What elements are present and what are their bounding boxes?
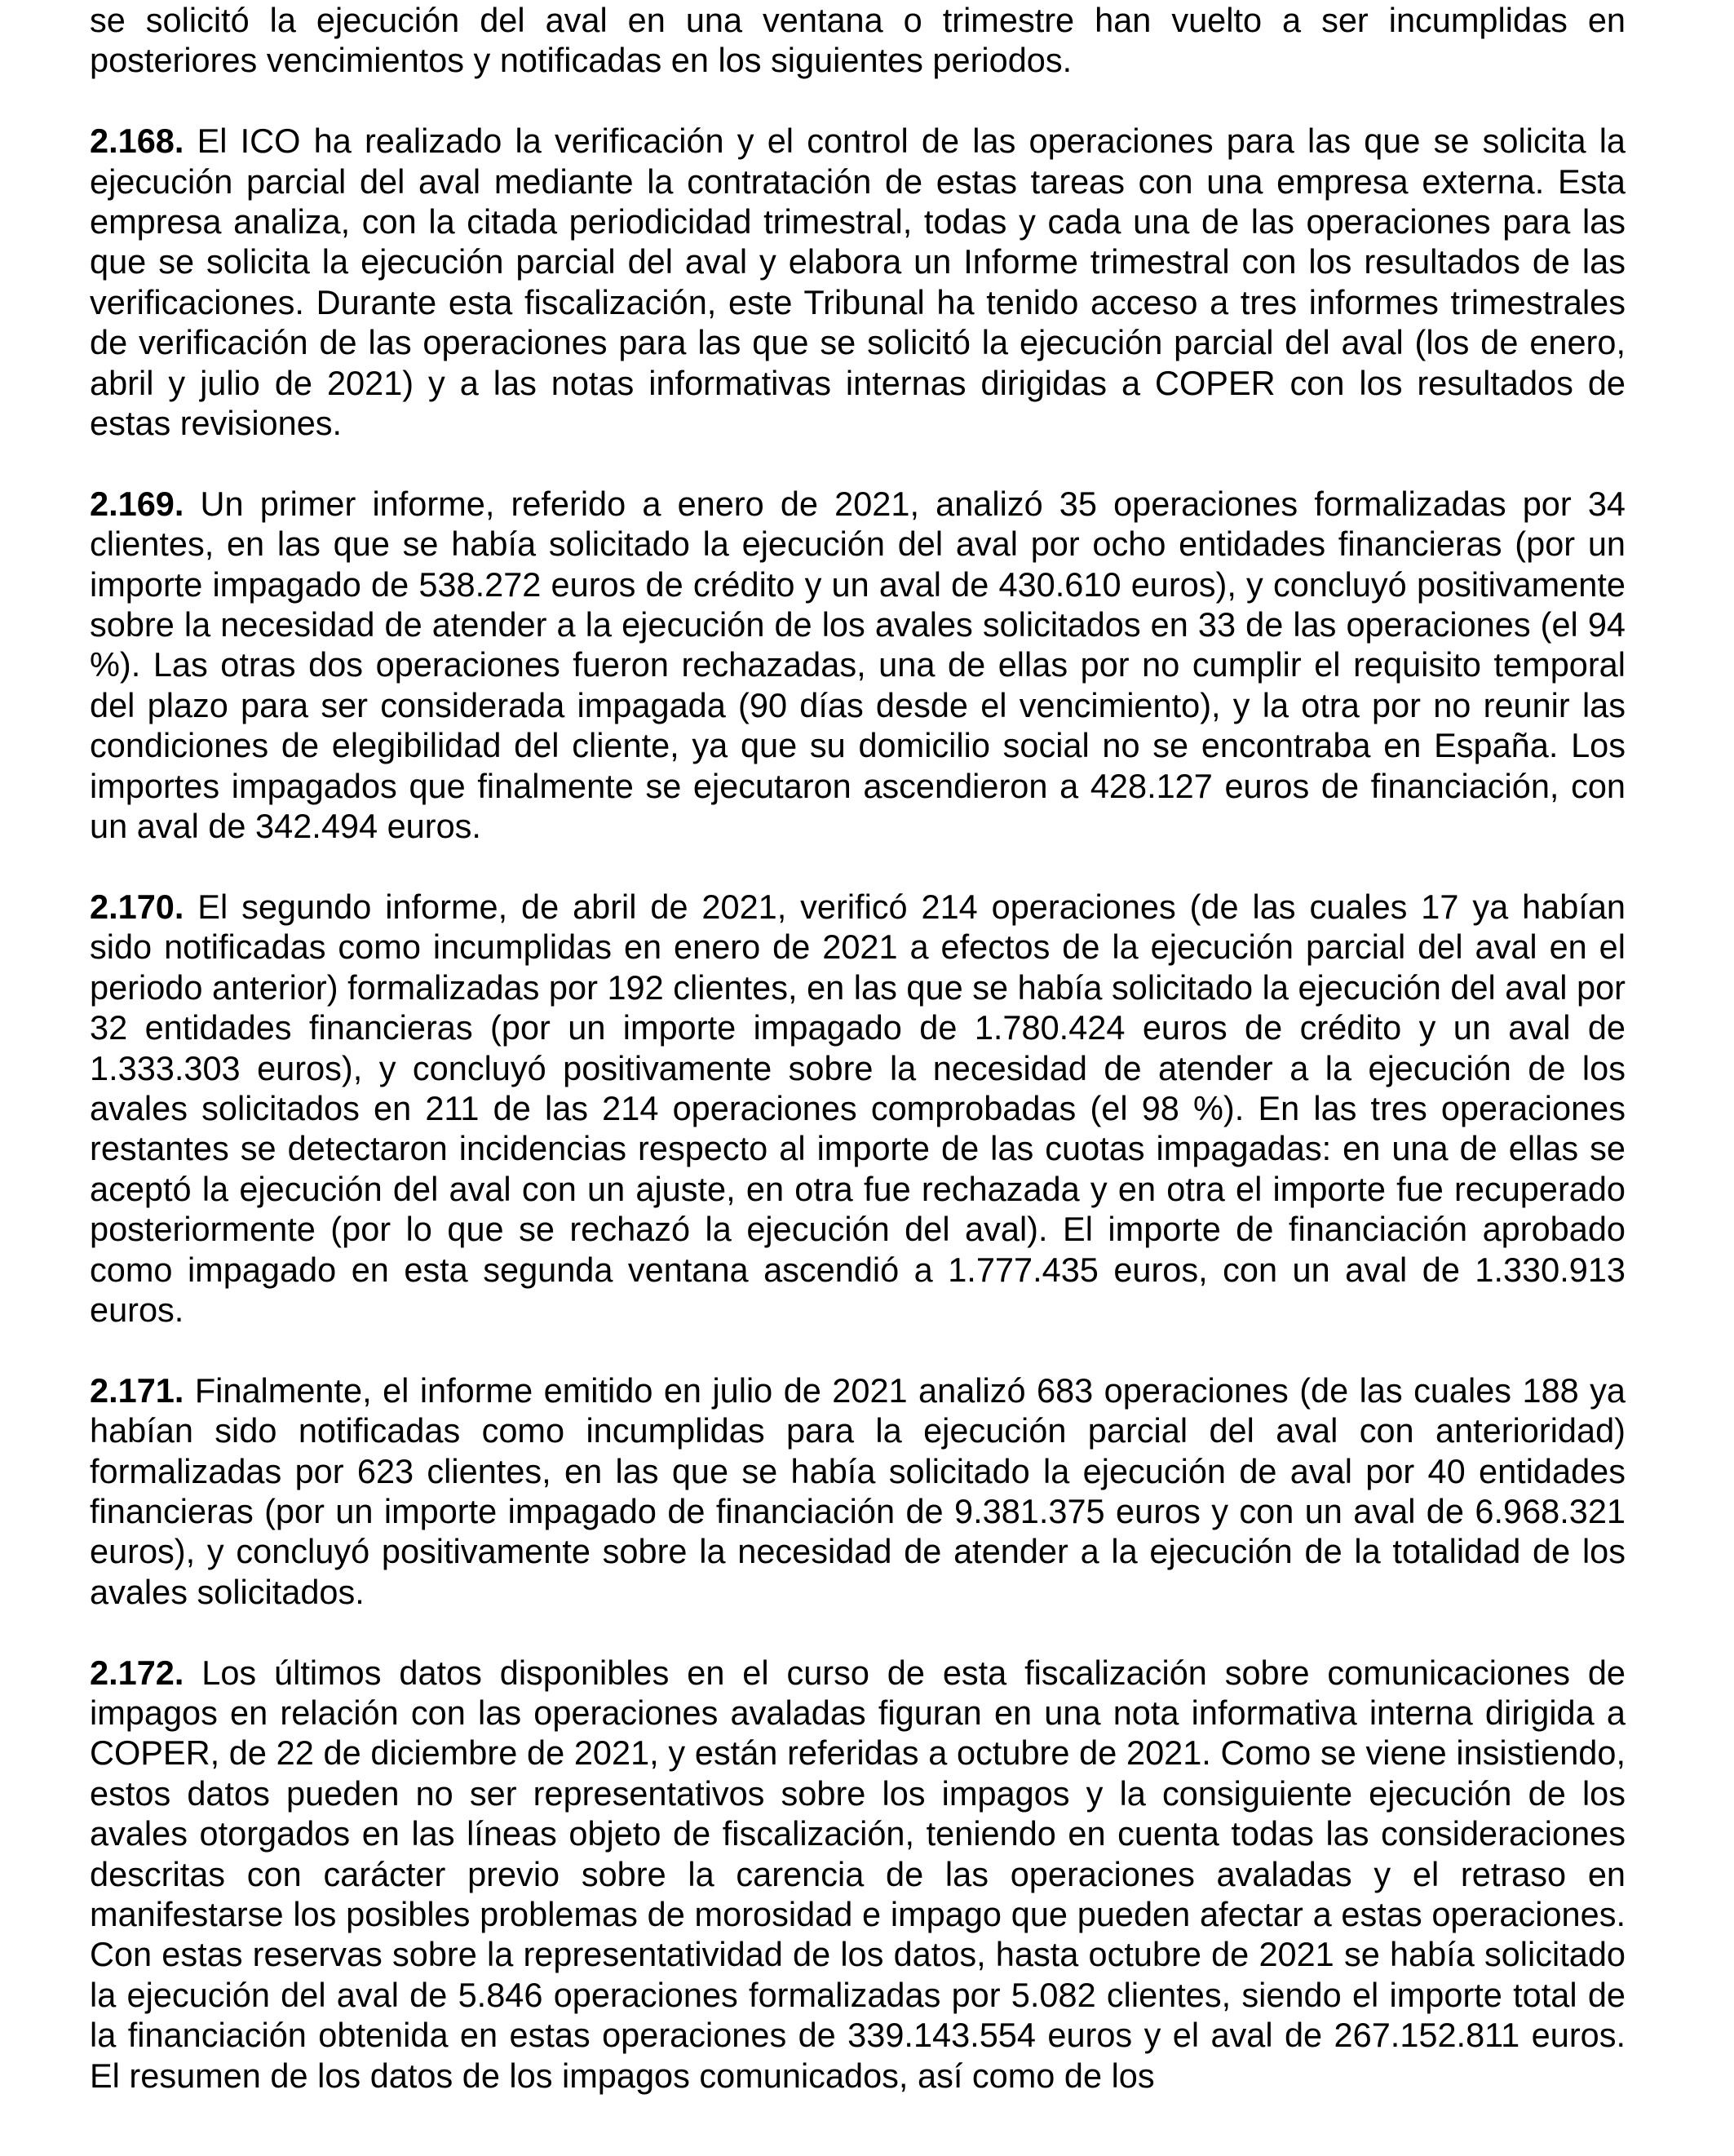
paragraph-text: El ICO ha realizado la verificación y el control de las operaciones para las que se solicita la ejecución parcial del aval mediante la contratación de estas tareas con una empresa externa. Esta empresa analiza, con la citada periodicidad trimestral, todas y cada una de las operaciones para las que se solicita la ejecución parcial del aval y elabora un Informe trimestral con los resultados de las verificaciones. Durante esta fiscalización, este Tribunal ha tenido acceso a tres informes trimestrales de verificación de las operaciones para las que se solicitó la ejecución parcial del aval (los de enero, abril y julio de 2021) y a las notas informativas internas dirigidas a COPER con los resultados de estas revisiones. (90, 122, 1626, 443)
paragraph-2-168 (90, 121, 1626, 443)
paragraph-number: 2.172. (90, 1653, 184, 1692)
paragraph-continuation (90, 0, 1626, 81)
paragraph-text: Un primer informe, referido a enero de 2021, analizó 35 operaciones formalizadas por 34 clientes, en las que se había solicitado la ejecución del aval por ocho entidades financieras (por un importe impagado de 538.272 euros de crédito y un aval de 430.610 euros), y concluyó positivamente sobre la necesidad de atender a la ejecución de los avales solicitados en 33 de las operaciones (el 94 %). Las otras dos operaciones fueron rechazadas, una de ellas por no cumplir el requisito temporal del plazo para ser considerada impagada (90 días desde el vencimiento), y la otra por no reunir las condiciones de elegibilidad del cliente, ya que su domicilio social no se encontraba en España. Los importes impagados que finalmente se ejecutaron ascendieron a 428.127 euros de financiación, con un aval de 342.494 euros. (90, 484, 1626, 846)
paragraph-number: 2.170. (90, 887, 184, 926)
paragraph-2-171 (90, 1370, 1626, 1612)
paragraph-number: 2.171. (90, 1370, 184, 1410)
paragraph-text: Finalmente, el informe emitido en julio de 2021 analizó 683 operaciones (de las cuales 188 ya habían sido notificadas como incumplidas para la ejecución parcial del aval con anterioridad) formalizadas por 623 clientes, en las que se había solicitado la ejecución de aval por 40 entidades financieras (por un importe impagado de financiación de 9.381.375 euros y con un aval de 6.968.321 euros), y concluyó positivamente sobre la necesidad de atender a la ejecución de la totalidad de los avales solicitados. (90, 1370, 1626, 1611)
paragraph-2-170 (90, 887, 1626, 1330)
paragraph-text: Los últimos datos disponibles en el curso de esta fiscalización sobre comunicaciones de impagos en relación con las operaciones avaladas figuran en una nota informativa interna dirigida a COPER, de 22 de diciembre de 2021, y están referidas a octubre de 2021. Como se viene insistiendo, estos datos pueden no ser representativos sobre los impagos y la consiguiente ejecución de los avales otorgados en las líneas objeto de fiscalización, teniendo en cuenta todas las consideraciones descritas con carácter previo sobre la carencia de las operaciones avaladas y el retraso en manifestarse los posibles problemas de morosidad e impago que pueden afectar a estas operaciones. Con estas reservas sobre la representatividad de los datos, hasta octubre de 2021 se había solicitado la ejecución del aval de 5.846 operaciones formalizadas por 5.082 clientes, siendo el importe total de la financiación obtenida en estas operaciones de 339.143.554 euros y el aval de 267.152.811 euros. El resumen de los datos de los impagos comunicados, así como de los (90, 1653, 1626, 2095)
paragraph-text: se solicitó la ejecución del aval en una ventana o trimestre han vuelto a ser incumplidas en posteriores vencimientos y notificadas en los siguientes periodos. (90, 1, 1626, 80)
paragraph-number: 2.169. (90, 484, 184, 523)
paragraph-number: 2.168. (90, 122, 184, 161)
paragraph-2-172 (90, 1653, 1626, 2096)
paragraph-text: El segundo informe, de abril de 2021, verificó 214 operaciones (de las cuales 17 ya habían sido notificadas como incumplidas en enero de 2021 a efectos de la ejecución parcial del aval en el periodo anterior) formalizadas por 192 clientes, en las que se había solicitado la ejecución del aval por 32 entidades financieras (por un importe impagado de 1.780.424 euros de crédito y un aval de 1.333.303 euros), y concluyó positivamente sobre la necesidad de atender a la ejecución de los avales solicitados en 211 de las 214 operaciones comprobadas (el 98 %). En las tres operaciones restantes se detectaron incidencias respecto al importe de las cuotas impagadas: en una de ellas se aceptó la ejecución del aval con un ajuste, en otra fue rechazada y en otra el importe fue recuperado posteriormente (por lo que se rechazó la ejecución del aval). El importe de financiación aprobado como impagado en esta segunda ventana ascendió a 1.777.435 euros, con un aval de 1.330.913 euros. (90, 887, 1626, 1329)
document-page (90, 0, 1626, 2096)
paragraph-2-169 (90, 484, 1626, 847)
